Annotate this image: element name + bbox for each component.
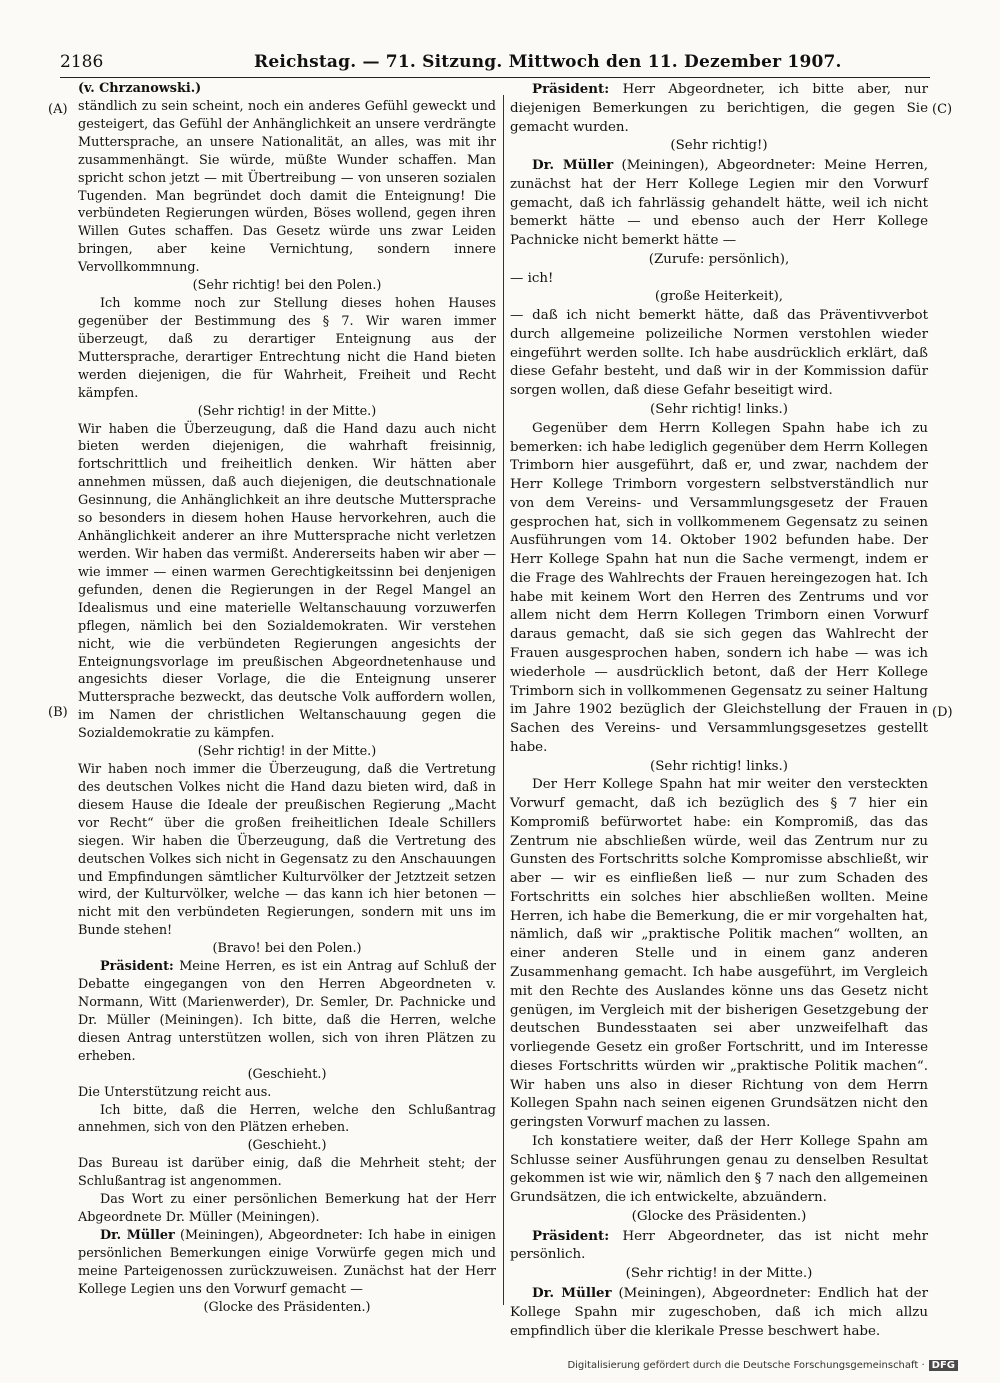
interjection [78, 940, 496, 958]
interjection [78, 277, 496, 295]
speaker-name: Dr. Müller [100, 1228, 175, 1243]
paragraph [510, 270, 928, 289]
interjection [78, 1066, 496, 1084]
interjection [510, 137, 928, 156]
interjection [78, 1137, 496, 1155]
paragraph-text: (Glocke des Präsidenten.) [203, 1299, 371, 1315]
header-rule [60, 77, 930, 78]
paragraph-text: (Sehr richtig! links.) [650, 402, 788, 418]
paragraph-text: (Geschieht.) [247, 1066, 327, 1082]
paragraph [510, 776, 928, 1133]
paragraph-text: (Sehr richtig! links.) [650, 758, 788, 774]
paragraph-text: ständlich zu sein scheint, noch ein anderes Gefühl geweckt und gesteigert, das Gefühl der Anhänglichkeit an unsere verdrängte Muttersprache, an unsere Nationalität, an alles, was mit ihr zusammenhängt. Sie würde, müßte Wunder schaffen. Man spricht schon jetzt — mit Übertreibung — von unseren sozialen Tugenden. Man begründet doch damit die Enteignung! Die verbündeten Regierungen würden, Böses wollend, gegen ihren Willen Gutes schaffen. Das Gesetz würde uns zwar Leiden bringen, aber keine Vernichtung, sondern innere Vervollkommnung. [78, 98, 496, 276]
margin-mark-a: (A) [48, 102, 68, 117]
interjection [78, 403, 496, 421]
paragraph [510, 1227, 928, 1266]
paragraph [78, 1227, 496, 1299]
margin-mark-b: (B) [48, 705, 68, 720]
paragraph-text: (Meiningen), Abgeordneter: Endlich hat der Kollege Spahn mir zugeschoben, daß ich mich allzu empfindlich über die klerikale Presse beschwert habe. [510, 1286, 929, 1339]
interjection [510, 251, 928, 270]
paragraph-text: (Meiningen), Abgeordneter: Ich habe in einigen persönlichen Bemerkungen einige Vorwürfe gegen mich und meine Parteigenossen zurückzuweisen. Zunächst hat der Herr Kollege Legien uns den Vorwurf gemacht — [78, 1228, 496, 1297]
paragraph-text: — daß ich nicht bemerkt hätte, daß das Präventivverbot durch allgemeine polizeiliche Normen verstohlen wieder eingeführt werden sollte. Ich habe ausdrücklich erklärt, daß diese Gefahr besteht, und daß wir in der Kommission dafür sorgen wollen, daß diese Gefahr beseitigt wird. [510, 308, 928, 399]
interjection [510, 288, 928, 307]
paragraph-text: Meine Herren, es ist ein Antrag auf Schluß der Debatte eingegangen von den Herren Abgeordneten v. Normann, Witt (Marienwerder), Dr. Semler, Dr. Pachnicke und Dr. Müller (Meiningen). Ich bitte, daß die Herren, welche diesen Antrag unterstützen wollen, sich von ihren Plätzen zu erheben. [78, 959, 496, 1064]
dfg-logo: DFG [929, 1360, 958, 1371]
interjection [78, 1299, 496, 1317]
paragraph-text: (Geschieht.) [247, 1138, 327, 1154]
paragraph [78, 761, 496, 940]
margin-mark-d: (D) [932, 705, 953, 720]
paragraph [78, 98, 496, 277]
paragraph [78, 421, 496, 744]
paragraph-text: Das Wort zu einer persönlichen Bemerkung hat der Herr Abgeordnete Dr. Müller (Meiningen). [78, 1192, 496, 1226]
paragraph [510, 307, 928, 401]
paragraph [510, 156, 928, 251]
paragraph [510, 1284, 928, 1341]
speaker-name: Dr. Müller [532, 1285, 612, 1301]
paragraph-text: Herr Abgeordneter, ich bitte aber, nur diejenigen Bemerkungen zu berichtigen, die gegen Sie gemacht wurden. [510, 82, 928, 135]
column-divider [503, 95, 504, 1305]
paragraph-text: (Sehr richtig! in der Mitte.) [197, 403, 377, 419]
paragraph-text: (Bravo! bei den Polen.) [212, 941, 362, 957]
left-column [78, 80, 496, 1317]
paragraph [78, 1084, 496, 1102]
paragraph-text: (große Heiterkeit), [654, 289, 784, 305]
right-column [510, 80, 928, 1341]
paragraph [78, 1191, 496, 1227]
paragraph-text: (Sehr richtig! in der Mitte.) [197, 744, 377, 760]
paragraph-text: (Sehr richtig! bei den Polen.) [192, 278, 382, 294]
paragraph [78, 1102, 496, 1138]
running-title: Reichstag. — 71. Sitzung. Mittwoch den 11. Dezember 1907. [254, 52, 842, 72]
paragraph-text: (Meiningen), Abgeordneter: Meine Herren, zunächst hat der Herr Kollege Legien mir den Vorwurf gemacht, daß ich fahrlässig gehandelt hätte, weil ich nicht bemerkt hätte — und ebenso auch der Herr Kollege Pachnicke nicht bemerkt hätte — [510, 158, 928, 249]
paragraph-text: Die Unterstützung reicht aus. [78, 1084, 272, 1100]
speaker-name: Präsident: [100, 959, 174, 975]
paragraph-text: (Sehr richtig!) [670, 138, 768, 154]
page-header [60, 52, 929, 76]
paragraph [510, 420, 928, 758]
speaker-name: Präsident: [532, 1227, 610, 1244]
footer-credit: Digitalisierung gefördert durch die Deutsche Forschungsgemeinschaft · [567, 1360, 925, 1371]
paragraph-text: (Sehr richtig! in der Mitte.) [625, 1266, 813, 1282]
paragraph [78, 958, 496, 1066]
paragraph [510, 1133, 928, 1208]
paragraph-text: Herr Abgeordneter, das ist nicht mehr persönlich. [510, 1228, 928, 1263]
speaker-name: Präsident: [532, 81, 610, 97]
paragraph-text: Wir haben noch immer die Überzeugung, daß die Vertretung des deutschen Volkes nicht die Hand dazu bieten wird, daß in diesem Hause die Ideale der preußischen Regierung „Macht vor Recht“ über die großen freiheitlichen Ideale Schillers siegen. Wir haben die Überzeugung, daß die Vertretung des deutschen Volkes sich nicht in Gegensatz zu den Anschauungen und Empfindungen sämtlicher Kulturvölker der Jetztzeit setzen wird, der Kulturvölker, welche — das kann ich hier betonen — nicht mit den verbündeten Regierungen, sondern mit uns im Bunde stehen! [78, 762, 496, 939]
paragraph-text: Gegenüber dem Herrn Kollegen Spahn habe ich zu bemerken: ich habe lediglich gegenüber dem Herrn Kollegen Trimborn hier ausgeführt, daß er, und zwar, nachdem der Herr Kollege Trimborn vorgestern selbstverständlich nur von dem Vereins- und Versammlungsgesetz der Frauen gesprochen hat, sich in vollkommenem Gegensatz zu seinen Ausführungen vom 14. Oktober 1902 befunden habe. Der Herr Kollege Spahn hat nun die Sache vermengt, indem er die Frage des Wahlrechts der Frauen hereingezogen hat. Ich habe mit keinem Wort den Herren des Zentrums und vor allem nicht dem Herrn Kollegen Trimborn einen Vorwurf daraus gemacht, daß sie sich gegen das Wahlrecht der Frauen ausgesprochen haben, sondern ich habe — was ich wiederhole — ausdrücklich betont, daß der Herr Kollege Trimborn sich in vollkommenen Gegensatz zu seiner Haltung im Jahre 1902 bezüglich der Gleichstellung der Frauen in Sachen des Vereins- und Versammlungsgesetzes gestellt habe. [510, 420, 928, 755]
paragraph [78, 295, 496, 403]
paragraph-text: Ich komme noch zur Stellung dieses hohen Hauses gegenüber der Bestimmung des § 7. Wir waren immer überzeugt, daß zu derartiger Enteignung aus der Muttersprache, derartiger Entrechtung nicht die Hand bieten werden diejenigen, die für Wahrheit, Freiheit und Recht kämpfen. [78, 296, 496, 401]
paragraph-text: Das Bureau ist darüber einig, daß die Mehrheit steht; der Schlußantrag ist angenommen. [78, 1156, 496, 1190]
speaker-reference [78, 80, 496, 98]
paragraph-text: (Zurufe: persönlich), [648, 251, 790, 267]
margin-mark-c: (C) [932, 102, 953, 117]
paragraph-text: Ich konstatiere weiter, daß der Herr Kollege Spahn am Schlusse seiner Ausführungen genau zu denselben Resultat gekommen ist wie wir, nämlich den § 7 nach den allgemeinen Grundsätzen, die ich entwickelte, abzuändern. [510, 1133, 928, 1206]
paragraph-text: (v. Chrzanowski.) [78, 81, 202, 96]
speaker-name: Dr. Müller [532, 157, 614, 174]
paragraph-text: (Glocke des Präsidenten.) [631, 1208, 807, 1224]
page-number: 2186 [60, 52, 104, 72]
paragraph [78, 1155, 496, 1191]
paragraph-text: Wir haben die Überzeugung, daß die Hand dazu auch nicht bieten werden diejenigen, die wahrhaft freisinnig, fortschrittlich und freiheitlich denken. Wir hätten aber annehmen müssen, daß auch diejenigen, die deutschnationale Gesinnung, die Anhänglichkeit an ihre deutsche Muttersprache so besonders in diesem hohen Hause hervorkehren, auch die Anhänglichkeit anderer an ihre Muttersprache nicht verletzen werden. Wir haben das vermißt. Andererseits haben wir aber — wie immer — einen warmen Gerechtigkeitssinn bei denjenigen gefunden, denen die Regierungen in der Regel Mangel an Idealismus und eine materielle Weltanschauung vorzuwerfen pflegen, nämlich bei den Sozialdemokraten. Wir verstehen nicht, wie die verbündeten Regierungen angesichts der Enteignungsvorlage im preußischen Abgeordnetenhause und angesichts dieser Vorlage, die die Enteignung unserer Muttersprache bezweckt, das deutsche Volk auffordern wollen, im Namen der christlichen Weltanschauung gegen die Sozialdemokratie zu kämpfen. [78, 421, 496, 742]
paragraph [510, 80, 928, 137]
paragraph-text: Der Herr Kollege Spahn hat mir weiter den versteckten Vorwurf gemacht, daß ich bezüglich des § 7 hier ein Kompromiß befürwortet habe: ein Kompromiß, das das Zentrum nie abschließen würde, weil das Zentrum nur zu Gunsten des Fortschritts solche Kompromisse abschließt, wir aber — wir es einfließen ließ — nur zum Schaden des Fortschritts ein solches hier abschließen wollten. Meine Herren, ich habe die Bemerkung, die er mir vorgehalten hat, nämlich, daß wir „praktische Politik machen“ wollten, an einer anderen Stelle und in einem ganz anderen Zusammenhang gemacht. Ich habe ausgeführt, im Vergleich mit den Rechte des Auslandes könne uns das Gesetz nicht genügen, im Vergleich mit der bisherigen Gesetzgebung der deutschen Bundesstaaten sei aber unzweifelhaft das vorliegende Gesetz ein großer Fortschritt, und im Interesse dieses Fortschritts würden wir „praktische Politik machen“. Wir haben uns also in dieser Richtung von dem Herrn Kollegen Spahn nach seinen eigenen Grundsätzen nicht den geringsten Vorwurf machen zu lassen. [510, 777, 928, 1131]
interjection [510, 401, 928, 420]
interjection [78, 743, 496, 761]
interjection [510, 1208, 928, 1227]
footer [567, 1360, 958, 1371]
paragraph-text: — ich! [510, 270, 554, 286]
interjection [510, 758, 928, 777]
paragraph-text: Ich bitte, daß die Herren, welche den Schlußantrag annehmen, sich von den Plätzen erheben. [78, 1102, 496, 1136]
interjection [510, 1265, 928, 1284]
